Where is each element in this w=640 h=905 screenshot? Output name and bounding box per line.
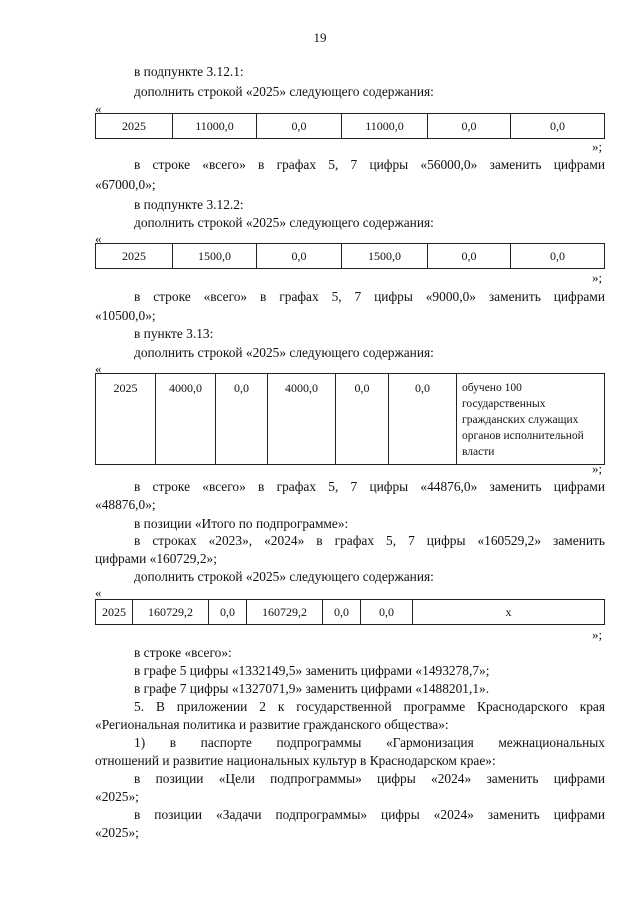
table-row-2025-total (95, 599, 605, 625)
text-line: в позиции «Итого по подпрограмме»: (134, 516, 349, 531)
closing-quote: »; (592, 270, 603, 285)
text-line: в позиции «Цели подпрограммы» цифры «2024» заменить цифрами (134, 771, 605, 786)
table-cell: 0,0 (428, 114, 511, 139)
text-line: в позиции «Задачи подпрограммы» цифры «2024» заменить цифрами (134, 807, 605, 822)
table-cell: 0,0 (511, 114, 605, 139)
table-row-2025-3-12-2 (95, 243, 605, 269)
table-cell: х (413, 600, 605, 625)
table-row-2025-3-13 (95, 373, 605, 465)
opening-quote: « (95, 585, 102, 600)
table-cell: 0,0 (323, 600, 361, 625)
table-cell: 2025 (96, 374, 156, 465)
table-cell: 160729,2 (247, 600, 323, 625)
opening-quote: « (95, 101, 102, 116)
table-cell: обучено 100 государственных гражданских служащих органов исполнительной власти (457, 374, 605, 465)
text-line: в строках «2023», «2024» в графах 5, 7 цифры «160529,2» заменить (134, 533, 605, 548)
table-cell: 11000,0 (342, 114, 428, 139)
text-line: дополнить строкой «2025» следующего содержания: (134, 215, 434, 230)
table-cell: 0,0 (257, 244, 342, 269)
text-line: в строке «всего»: (134, 645, 232, 660)
opening-quote: « (95, 361, 102, 376)
table-cell: 0,0 (511, 244, 605, 269)
text-line: в строке «всего» в графах 5, 7 цифры «44876,0» заменить цифрами (134, 479, 605, 494)
table-cell: 0,0 (389, 374, 457, 465)
text-line: дополнить строкой «2025» следующего содержания: (134, 345, 434, 360)
text-line: 1) в паспорте подпрограммы «Гармонизация межнациональных (134, 735, 605, 750)
table-cell: 1500,0 (342, 244, 428, 269)
table-cell: 4000,0 (268, 374, 336, 465)
table-cell: 0,0 (216, 374, 268, 465)
text-line: в строке «всего» в графах 5, 7 цифры «9000,0» заменить цифрами (134, 289, 605, 304)
text-line: в подпункте 3.12.1: (134, 64, 244, 79)
table-cell: 0,0 (209, 600, 247, 625)
text-line: «2025»; (95, 789, 139, 804)
table-cell: 1500,0 (173, 244, 257, 269)
table-cell: 4000,0 (156, 374, 216, 465)
text-line: в строке «всего» в графах 5, 7 цифры «56000,0» заменить цифрами (134, 157, 605, 172)
table-cell: 0,0 (336, 374, 389, 465)
text-line: отношений и развитие национальных культур в Краснодарском крае»: (95, 753, 496, 768)
text-line: «Региональная политика и развитие гражданского общества»: (95, 717, 449, 732)
text-line: цифрами «160729,2»; (95, 551, 217, 566)
text-line: дополнить строкой «2025» следующего содержания: (134, 84, 434, 99)
closing-quote: »; (592, 461, 603, 476)
table-cell: 160729,2 (133, 600, 209, 625)
table-cell: 11000,0 (173, 114, 257, 139)
text-line: в графе 7 цифры «1327071,9» заменить цифрами «1488201,1». (134, 681, 490, 696)
text-line: в подпункте 3.12.2: (134, 197, 244, 212)
text-line: «48876,0»; (95, 497, 156, 512)
table-cell: 2025 (96, 600, 133, 625)
opening-quote: « (95, 231, 102, 246)
text-line: в пункте 3.13: (134, 326, 214, 341)
table-cell: 2025 (96, 114, 173, 139)
table-cell: 0,0 (428, 244, 511, 269)
text-line: «10500,0»; (95, 308, 156, 323)
closing-quote: »; (592, 139, 603, 154)
text-line: дополнить строкой «2025» следующего содержания: (134, 569, 434, 584)
text-line: «67000,0»; (95, 177, 156, 192)
table-cell: 2025 (96, 244, 173, 269)
table-cell: 0,0 (257, 114, 342, 139)
table-row-2025-3-12-1 (95, 113, 605, 139)
text-line: в графе 5 цифры «1332149,5» заменить цифрами «1493278,7»; (134, 663, 490, 678)
text-line: «2025»; (95, 825, 139, 840)
table-cell: 0,0 (361, 600, 413, 625)
page-number: 19 (313, 30, 327, 45)
text-line: 5. В приложении 2 к государственной программе Краснодарского края (134, 699, 605, 714)
closing-quote: »; (592, 627, 603, 642)
